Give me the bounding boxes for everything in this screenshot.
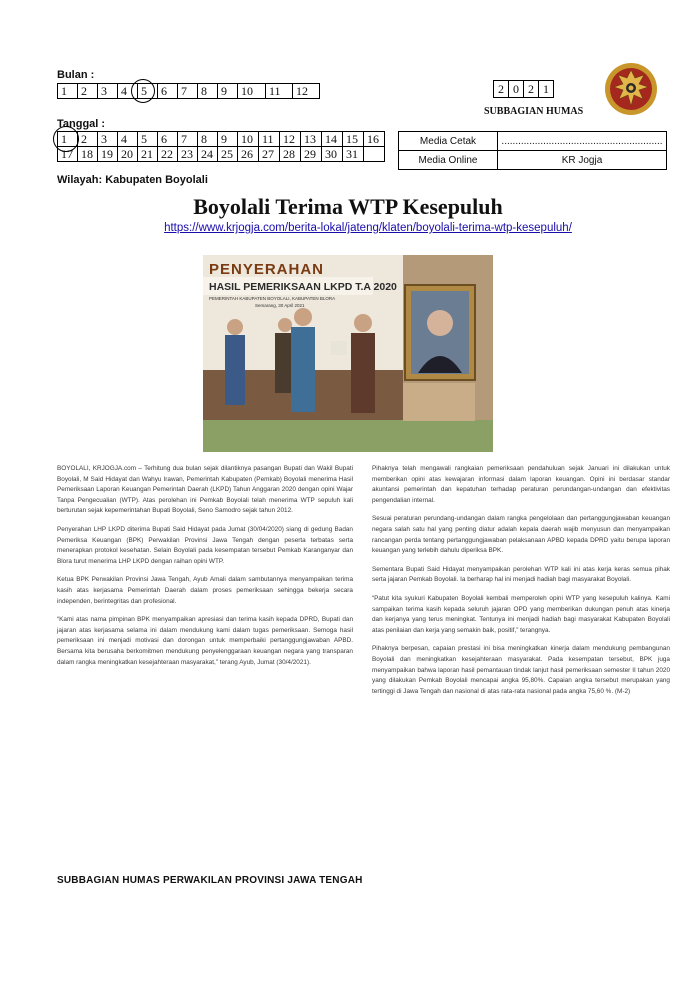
selected-month-circle [131, 79, 155, 103]
media-online-label: Media Online [399, 151, 498, 170]
month-cell: 1 [58, 84, 78, 99]
date-cell: 29 [301, 147, 322, 162]
article-left-column [57, 464, 353, 676]
month-cell: 8 [198, 84, 218, 99]
article-link[interactable]: https://www.krjogja.com/berita-lokal/jateng/klaten/boyolali-terima-wtp-kesepuluh/ [164, 222, 572, 234]
year-box [493, 80, 554, 98]
date-cell: 23 [178, 147, 198, 162]
month-cell: 9 [218, 84, 238, 99]
date-cell: 26 [238, 147, 259, 162]
article-paragraph: “Kami atas nama pimpinan BPK menyampaikan apresiasi dan terima kasih kepada DPRD, Bupati dan jajaran atas kerjasama selama ini dalam mendukung kami dalam tugas pemeriksaan. Semoga hasil pemeriksaan ini menjadi motivasi dan dorongan untuk memperbaiki pertanggungjawaban APBD. Bersama kita berusaha berkomitmen mendukung penyelenggaraan keuangan negara yang transparan dalam rangka meningkatkan kesejahteraan masyarakat,” terang Ayub, Jumat (30/4/2021). [57, 616, 353, 666]
banner-title: PENYERAHAN [209, 261, 325, 278]
date-cell: 13 [301, 132, 322, 147]
date-cell: 7 [178, 132, 198, 147]
article-paragraph: Pihaknya telah mengawali rangkaian pemeriksaan pendahuluan sejak Januari ini dilakukan untuk memberikan opini atas kewajaran informasi dalam laporan keuangan. Opini ini berdasar standar akuntansi pemerintah dan kepatuhan terhadap peraturan perundangan-undangan dan efektivitas pengendalian internal. [372, 465, 670, 504]
date-cell: 6 [158, 132, 178, 147]
tanggal-label: Tanggal : [57, 118, 106, 130]
month-cell: 10 [238, 84, 266, 99]
tanggal-grid [57, 131, 385, 162]
media-cetak-value: .......................................................... [498, 132, 667, 151]
article-paragraph: “Patut kita syukuri Kabupaten Boyolali kembali memperoleh opini WTP yang kesepuluh kalinya. Kami sampaikan terima kasih kepada seluruh jajaran OPD yang memberikan dukungan penuh atas kinerja dan kerjanya yang terus meningkat. Tentunya ini menjadi hadiah bagi masyarakat Kabupaten Boyolali atas penilaian dan kerja yang semakin baik, positif,” terangnya. [372, 594, 670, 634]
year-digit: 0 [509, 81, 524, 98]
year-digit: 2 [524, 81, 539, 98]
article-paragraph: Ketua BPK Perwakilan Provinsi Jawa Tengah, Ayub Amali dalam sambutannya menyampaikan terima kasih atas kerjasama Pemerintah Daerah dalam proses pemeriksaan sehingga bekerja secara independen, berintegritas dan profesional. [57, 576, 353, 605]
date-cell: 14 [322, 132, 343, 147]
media-online-value: KR Jogja [498, 151, 667, 170]
garuda-emblem-icon [602, 62, 660, 116]
date-cell: 19 [98, 147, 118, 162]
date-cell: 11 [259, 132, 280, 147]
date-cell: 22 [158, 147, 178, 162]
date-cell: 31 [343, 147, 364, 162]
date-cell: 24 [198, 147, 218, 162]
date-cell: 21 [138, 147, 158, 162]
banner-date: Semarang, 30 April 2021 [255, 303, 305, 308]
footer-label: SUBBAGIAN HUMAS PERWAKILAN PROVINSI JAWA TENGAH [57, 875, 363, 886]
date-cell: 27 [259, 147, 280, 162]
article-title: Boyolali Terima WTP Kesepuluh [193, 194, 503, 219]
date-cell: 28 [280, 147, 301, 162]
date-cell: 9 [218, 132, 238, 147]
date-cell: 5 [138, 132, 158, 147]
date-cell: 16 [364, 132, 385, 147]
bulan-label: Bulan : [57, 69, 95, 81]
date-cell: 3 [98, 132, 118, 147]
year-digit: 2 [494, 81, 509, 98]
month-cell: 6 [158, 84, 178, 99]
date-cell [364, 147, 385, 162]
media-cetak-label: Media Cetak [399, 132, 498, 151]
bulan-grid [57, 83, 320, 99]
date-cell: 15 [343, 132, 364, 147]
date-cell: 12 [280, 132, 301, 147]
month-cell-selected: 5 [138, 84, 158, 99]
date-cell: 30 [322, 147, 343, 162]
article-paragraph: BOYOLALI, KRJOGJA.com – Terhitung dua bulan sejak dilantiknya pasangan Bupati dan Wakil Bupati Boyolali, M Said Hidayat dan Wahyu Irawan, Pemerintah Kabupaten (Pemkab) Boyolali menerima Hasil Pemeriksaan Laporan Keuangan Pemerintah Daerah (LKPD) Tahun Anggaran 2020 dengan opini Wajar Tanpa Pengecualian (WTP). Atas perolehan ini Pemkab Boyolali telah menerima WTP sepuluh kali berturutan sejak kepemerintahan Bupati Boyolali, Seno Samodro sejak tahun 2012. [57, 465, 353, 515]
selected-date-circle [53, 126, 79, 152]
date-cell: 10 [238, 132, 259, 147]
date-cell: 18 [78, 147, 98, 162]
date-cell: 8 [198, 132, 218, 147]
date-cell: 2 [78, 132, 98, 147]
month-cell: 3 [98, 84, 118, 99]
month-cell: 4 [118, 84, 138, 99]
date-cell: 25 [218, 147, 238, 162]
banner-subtitle: HASIL PEMERIKSAAN LKPD T.A 2020 [209, 281, 397, 293]
wilayah-label: Wilayah: Kabupaten Boyolali [57, 174, 208, 186]
article-paragraph: Sementara Bupati Said Hidayat menyampaikan perolehan WTP kali ini atas kerja keras semua pihak serta jajaran Pemkab Boyolali. Ia berharap hal ini menjadi hadiah bagi masyarakat Boyolali. [372, 565, 670, 584]
month-cell: 11 [266, 84, 293, 99]
year-digit: 1 [539, 81, 554, 98]
date-cell-selected: 1 [58, 132, 78, 147]
month-cell: 12 [293, 84, 320, 99]
article-photo [203, 255, 493, 452]
article-paragraph: Sesuai peraturan perundang-undangan dalam rangka pengelolaan dan pertanggungjawaban keuangan negara salah satu hal yang penting diatur adalah kepala daerah wajib menyusun dan menyampaikan rancangan perda tentang pertanggungjawaban pelaksanaan APBD kepada DPRD yaitu berupa laporan keuangan yang terlebih dahulu diperiksa BPK. [372, 515, 670, 555]
media-table [398, 131, 667, 170]
article-right-column [372, 464, 670, 705]
article-paragraph: Penyerahan LHP LKPD diterima Bupati Said Hidayat pada Jumat (30/04/2020) siang di gedung Badan Pemeriksa Keuangan (BPK) Perwakilan Provinsi Jawa Tengah dengan peserta terbatas serta menerapkan protokol kesehatan. Selain Boyolali pada kesempatan tersebut Pemkab Karanganyar dan Blora turut menerima LHP LKPD dengan raihan opini WTP. [57, 525, 353, 565]
month-cell: 7 [178, 84, 198, 99]
date-cell: 20 [118, 147, 138, 162]
subbagian-humas-label: SUBBAGIAN HUMAS [484, 106, 584, 117]
article-paragraph: Pihaknya berpesan, capaian prestasi ini bisa meningkatkan kinerja dalam mendukung pembangunan Boyolali dan meningkatkan kesejahteraan masyarakat. Pada kesempatan tersebut, BPK juga menyampaikan bahwa laporan hasil pemantauan tindak lanjut hasil pemeriksaan semester II tahun 2020 yang dilakukan Pemkab Boyolali mencapai angka 95,80%. Capaian angka tersebut merupakan yang tertinggi di Jawa Tengah dan nasional di atas rata-rata nasional pada angka 75,60 %. (M-2) [372, 645, 670, 695]
date-cell: 17 [58, 147, 78, 162]
date-cell: 4 [118, 132, 138, 147]
month-cell: 2 [78, 84, 98, 99]
banner-caption: PEMERINTAH KABUPATEN BOYOLALI, KABUPATEN BLORA [209, 296, 336, 301]
